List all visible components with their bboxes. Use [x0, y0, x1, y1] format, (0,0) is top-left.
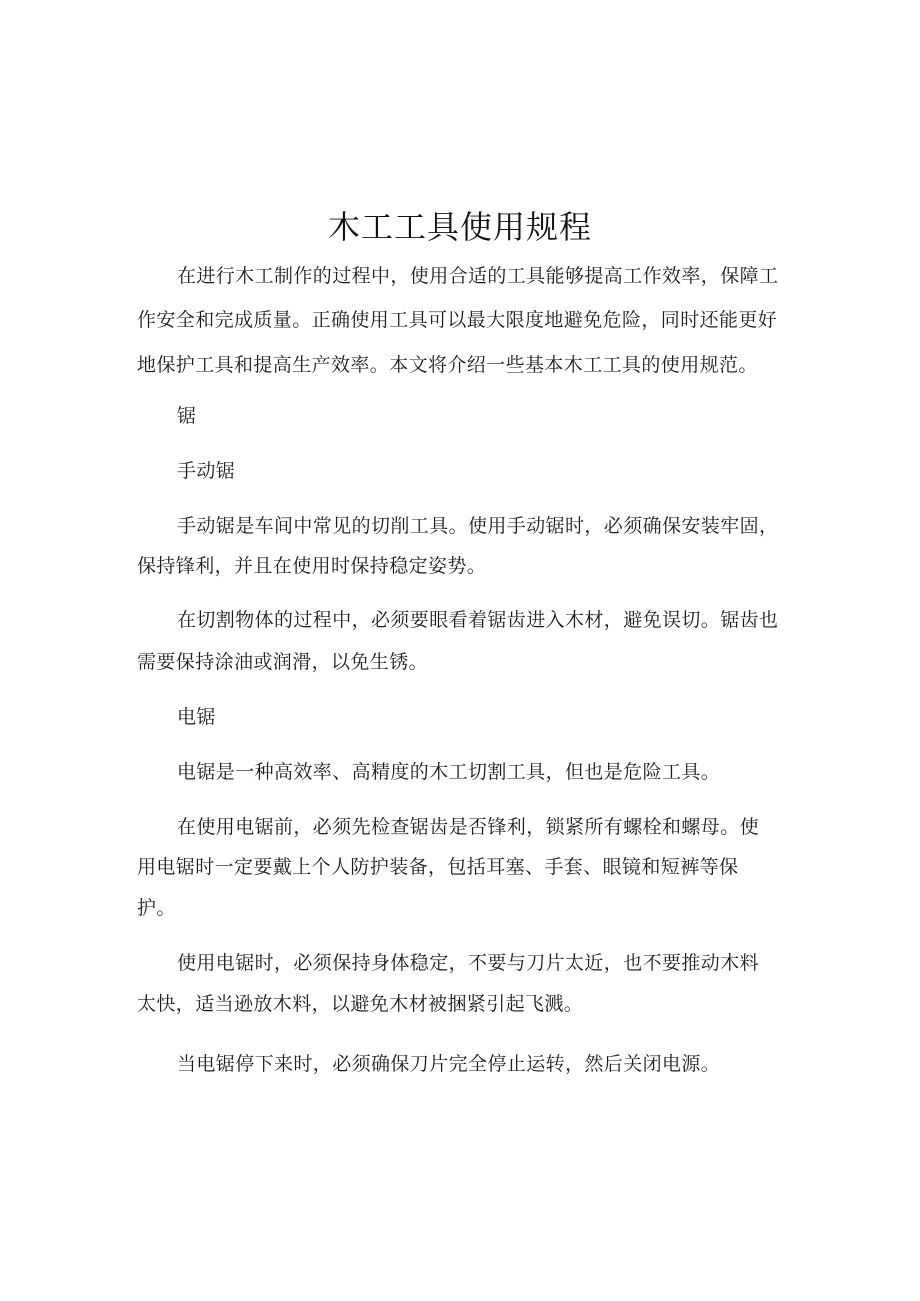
electric-saw-paragraph-2-line-2: 用电锯时一定要戴上个人防护装备，包括耳塞、手套、眼镜和短裤等保	[137, 856, 739, 878]
intro-line-3: 地保护工具和提高生产效率。本文将介绍一些基本木工工具的使用规范。	[137, 354, 758, 376]
electric-saw-paragraph-1: 电锯是一种高效率、高精度的木工切割工具，但也是危险工具。	[177, 761, 721, 783]
intro-line-2: 作安全和完成质量。正确使用工具可以最大限度地避免危险，同时还能更好	[137, 309, 778, 331]
hand-saw-paragraph-2-line-2: 需要保持涂油或润滑，以免生锈。	[137, 651, 429, 673]
hand-saw-paragraph-1-line-2: 保持锋利，并且在使用时保持稳定姿势。	[137, 555, 487, 577]
section-heading-electric-saw: 电锯	[177, 706, 216, 728]
section-heading-hand-saw: 手动锯	[177, 460, 236, 482]
electric-saw-paragraph-2-line-3: 护。	[137, 897, 176, 919]
intro-line-1: 在进行木工制作的过程中，使用合适的工具能够提高工作效率，保障工	[177, 265, 779, 287]
hand-saw-paragraph-1-line-1: 手动锯是车间中常见的切削工具。使用手动锯时，必须确保安装牢固，	[177, 515, 779, 537]
document-title: 木工工具使用规程	[327, 208, 592, 246]
electric-saw-paragraph-4: 当电锯停下来时，必须确保刀片完全停止运转，然后关闭电源。	[177, 1053, 721, 1075]
electric-saw-paragraph-3-line-1: 使用电锯时，必须保持身体稳定，不要与刀片太近，也不要推动木料	[177, 952, 760, 974]
hand-saw-paragraph-2-line-1: 在切割物体的过程中，必须要眼看着锯齿进入木材，避免误切。锯齿也	[177, 609, 779, 631]
section-heading-saw: 锯	[177, 405, 197, 427]
electric-saw-paragraph-3-line-2: 太快，适当逊放木料，以避免木材被捆紧引起飞溅。	[137, 993, 584, 1015]
electric-saw-paragraph-2-line-1: 在使用电锯前，必须先检查锯齿是否锋利，锁紧所有螺栓和螺母。使	[177, 816, 760, 838]
